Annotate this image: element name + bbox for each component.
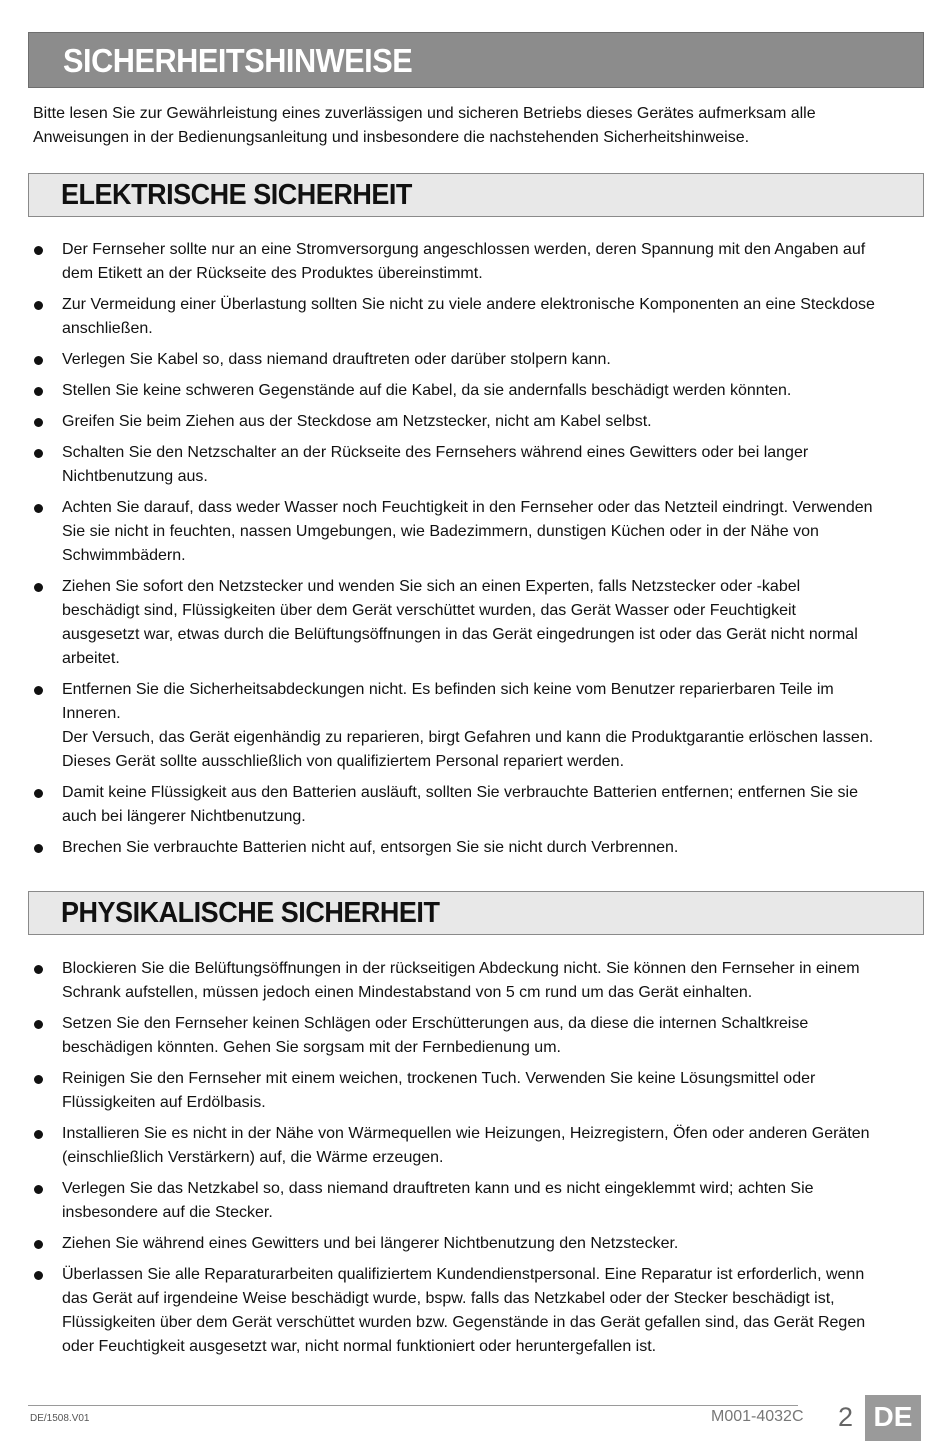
list-item-line: Setzen Sie den Fernseher keinen Schlägen oder Erschütterungen aus, da diese die internen Schaltkreise bbox=[62, 1015, 809, 1032]
list-item-line: Ziehen Sie sofort den Netzstecker und wenden Sie sich an einen Experten, falls Netzstecker oder -kabel bbox=[62, 578, 801, 595]
list-item bbox=[0, 379, 927, 403]
list-item-line: Schwimmbädern. bbox=[62, 547, 186, 564]
list-item-line: Überlassen Sie alle Reparaturarbeiten qualifiziertem Kundendienstpersonal. Eine Reparatur ist erforderlich, wenn bbox=[62, 1266, 865, 1283]
section-heading: ELEKTRISCHE SICHERHEIT bbox=[61, 179, 412, 211]
section-header-physical bbox=[28, 891, 924, 935]
list-item-line: arbeitet. bbox=[62, 650, 120, 667]
list-item-line: Brechen Sie verbrauchte Batterien nicht auf, entsorgen Sie sie nicht durch Verbrennen. bbox=[62, 839, 679, 856]
list-item-line: Ziehen Sie während eines Gewitters und bei längerer Nichtbenutzung den Netzstecker. bbox=[62, 1235, 679, 1252]
list-item bbox=[0, 238, 927, 286]
list-item bbox=[0, 678, 927, 774]
language-badge bbox=[865, 1395, 921, 1441]
page-number: 2 bbox=[838, 1402, 854, 1432]
list-item bbox=[0, 575, 927, 671]
list-item-line: beschädigt sind, Flüssigkeiten über dem Gerät verschüttet wurden, das Gerät Wasser oder Feuchtigkeit bbox=[62, 602, 796, 619]
list-item-line: Flüssigkeiten über dem Gerät verschüttet wurden bzw. Gegenstände in das Gerät gefallen sind, das Gerät Regen bbox=[62, 1314, 866, 1331]
list-item-line: anschließen. bbox=[62, 320, 153, 337]
list-item-line: Reinigen Sie den Fernseher mit einem weichen, trockenen Tuch. Verwenden Sie keine Lösungsmittel oder bbox=[62, 1070, 816, 1087]
list-item-line: beschädigen könnten. Gehen Sie sorgsam mit der Fernbedienung um. bbox=[62, 1039, 561, 1056]
list-item-line: Achten Sie darauf, dass weder Wasser noch Feuchtigkeit in den Fernseher oder das Netzteil eindringt. Verwenden bbox=[62, 499, 873, 516]
electrical-safety-list bbox=[0, 238, 950, 867]
page-title-bar bbox=[28, 32, 924, 88]
list-item bbox=[0, 441, 927, 489]
list-item-line: Schrank aufstellen, müssen jedoch einen Mindestabstand von 5 cm rund um das Gerät einhalten. bbox=[62, 984, 753, 1001]
intro-paragraph bbox=[33, 102, 923, 150]
list-item-line: Verlegen Sie Kabel so, dass niemand drauftreten oder darüber stolpern kann. bbox=[62, 351, 611, 368]
page-title: SICHERHEITSHINWEISE bbox=[63, 42, 413, 79]
list-item-line: Verlegen Sie das Netzkabel so, dass niemand drauftreten kann und es nicht eingeklemmt wird; achten Sie bbox=[62, 1180, 814, 1197]
list-item-line: Der Versuch, das Gerät eigenhändig zu reparieren, birgt Gefahren und kann die Produktgarantie erlöschen lassen. bbox=[62, 729, 874, 746]
list-item-line: Schalten Sie den Netzschalter an der Rückseite des Fernsehers während eines Gewitters oder bei langer bbox=[62, 444, 809, 461]
list-item-line: Nichtbenutzung aus. bbox=[62, 468, 208, 485]
list-item-line: Zur Vermeidung einer Überlastung sollten Sie nicht zu viele andere elektronische Komponenten an eine Steckdose bbox=[62, 296, 875, 313]
list-item-line: Inneren. bbox=[62, 705, 121, 722]
list-item bbox=[0, 1177, 927, 1225]
list-item-line: Der Fernseher sollte nur an eine Stromversorgung angeschlossen werden, deren Spannung mit den Angaben auf bbox=[62, 241, 866, 258]
list-item bbox=[0, 1067, 927, 1115]
list-item-line: Entfernen Sie die Sicherheitsabdeckungen nicht. Es befinden sich keine vom Benutzer reparierbaren Teile im bbox=[62, 681, 834, 698]
section-heading: PHYSIKALISCHE SICHERHEIT bbox=[61, 897, 440, 929]
list-item bbox=[0, 781, 927, 829]
section-header-electrical bbox=[28, 173, 924, 217]
list-item-line: ausgesetzt war, etwas durch die Belüftungsöffnungen in das Gerät eingedrungen ist oder das Gerät nicht normal bbox=[62, 626, 858, 643]
language-label: DE bbox=[873, 1401, 913, 1432]
list-item bbox=[0, 1232, 927, 1256]
list-item-line: auch bei längerer Nichtbenutzung. bbox=[62, 808, 306, 825]
list-item bbox=[0, 1122, 927, 1170]
list-item-line: Greifen Sie beim Ziehen aus der Steckdose am Netzstecker, nicht am Kabel selbst. bbox=[62, 413, 652, 430]
list-item bbox=[0, 836, 927, 860]
list-item-line: dem Etikett an der Rückseite des Produktes übereinstimmt. bbox=[62, 265, 483, 282]
list-item-line: Stellen Sie keine schweren Gegenstände auf die Kabel, da sie andernfalls beschädigt werden könnten. bbox=[62, 382, 792, 399]
physical-safety-list bbox=[0, 957, 950, 1366]
footer-model-number: M001-4032C bbox=[711, 1408, 804, 1425]
list-item-line: (einschließlich Verstärkern) auf, die Wärme erzeugen. bbox=[62, 1149, 444, 1166]
list-item-line: Dieses Gerät sollte ausschließlich von qualifiziertem Personal repariert werden. bbox=[62, 753, 625, 770]
footer-doc-code: DE/1508.V01 bbox=[30, 1413, 90, 1424]
list-item bbox=[0, 1263, 927, 1359]
footer-divider bbox=[28, 1405, 798, 1406]
list-item bbox=[0, 496, 927, 568]
list-item-line: Damit keine Flüssigkeit aus den Batterien ausläuft, sollten Sie verbrauchte Batterien entfernen; entfernen Sie sie bbox=[62, 784, 859, 801]
list-item-line: insbesondere auf die Stecker. bbox=[62, 1204, 273, 1221]
list-item-line: Blockieren Sie die Belüftungsöffnungen in der rückseitigen Abdeckung nicht. Sie können den Fernseher in einem bbox=[62, 960, 860, 977]
list-item-line: Installieren Sie es nicht in der Nähe von Wärmequellen wie Heizungen, Heizregistern, Öfen oder anderen Geräten bbox=[62, 1125, 870, 1142]
list-item bbox=[0, 293, 927, 341]
list-item bbox=[0, 957, 927, 1005]
intro-line: Bitte lesen Sie zur Gewährleistung eines zuverlässigen und sicheren Betriebs dieses Gerätes aufmerksam alle bbox=[33, 105, 816, 122]
list-item-line: Flüssigkeiten auf Erdölbasis. bbox=[62, 1094, 266, 1111]
list-item bbox=[0, 348, 927, 372]
list-item-line: oder Feuchtigkeit ausgesetzt war, nicht normal funktioniert oder heruntergefallen ist. bbox=[62, 1338, 657, 1355]
list-item-line: Sie sie nicht in feuchten, nassen Umgebungen, wie Badezimmern, dunstigen Küchen oder in der Nähe von bbox=[62, 523, 819, 540]
intro-line: Anweisungen in der Bedienungsanleitung und insbesondere die nachstehenden Sicherheitshinweise. bbox=[33, 129, 750, 146]
list-item bbox=[0, 1012, 927, 1060]
list-item bbox=[0, 410, 927, 434]
list-item-line: das Gerät auf irgendeine Weise beschädigt wurde, bspw. falls das Netzkabel oder der Stecker beschädigt ist, bbox=[62, 1290, 835, 1307]
